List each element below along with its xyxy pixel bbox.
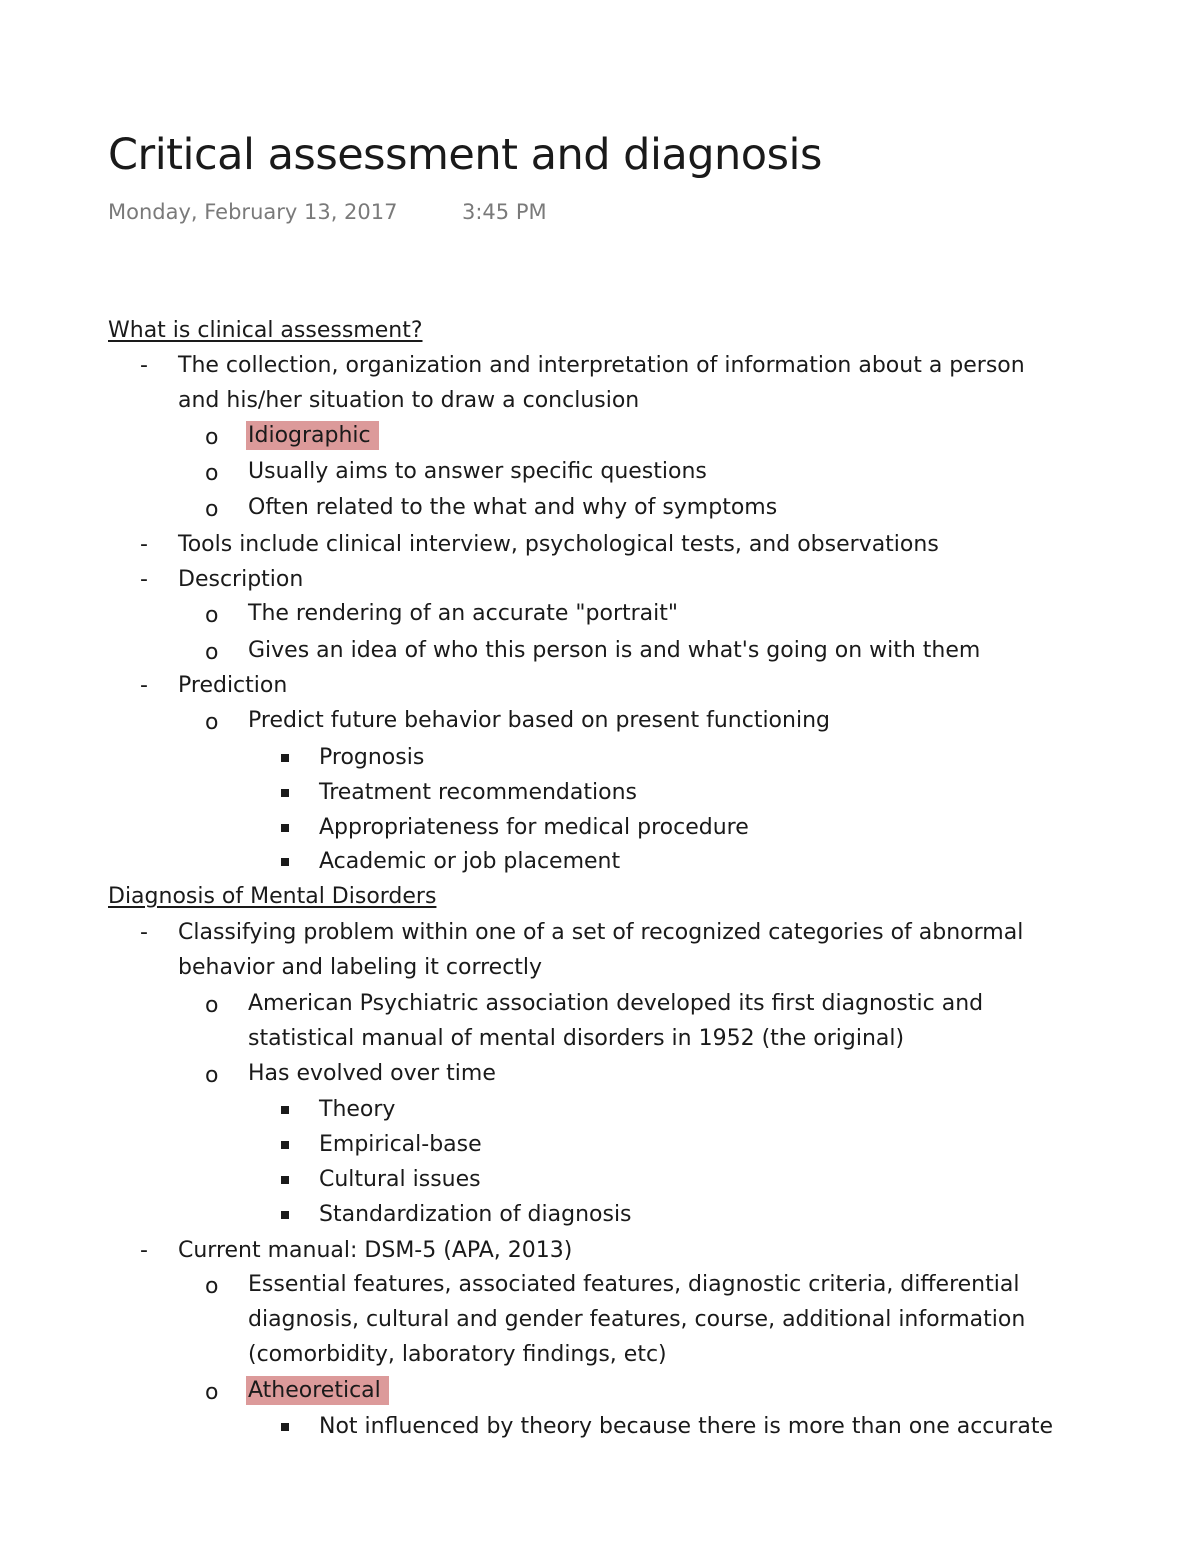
square-bullet [281, 1141, 289, 1149]
circle-bullet: o [205, 710, 219, 735]
square-bullet [281, 1423, 289, 1431]
list-item: Theory [319, 1097, 396, 1122]
list-item: Treatment recommendations [319, 780, 637, 805]
list-item: Has evolved over time [248, 1061, 496, 1086]
dash-bullet: - [140, 673, 148, 698]
list-item: Academic or job placement [319, 849, 621, 874]
dash-bullet: - [140, 532, 148, 557]
square-bullet [281, 754, 289, 762]
list-item: Prognosis [319, 745, 425, 770]
circle-bullet: o [205, 993, 219, 1018]
list-item: Often related to the what and why of symptoms [248, 495, 778, 520]
circle-bullet: o [205, 425, 219, 450]
note-date: Monday, February 13, 2017 [108, 200, 398, 224]
section-heading-assessment: What is clinical assessment? [108, 318, 423, 343]
note-time: 3:45 PM [462, 200, 547, 224]
list-item: Tools include clinical interview, psychological tests, and observations [178, 532, 939, 557]
circle-bullet: o [205, 461, 219, 486]
list-item: Predict future behavior based on present functioning [248, 708, 830, 733]
list-item: Appropriateness for medical procedure [319, 815, 749, 840]
circle-bullet: o [205, 1063, 219, 1088]
list-item: Classifying problem within one of a set of recognized categories of abnormal [178, 920, 1024, 945]
page-title: Critical assessment and diagnosis [108, 130, 822, 180]
list-item: Current manual: DSM-5 (APA, 2013) [178, 1238, 573, 1263]
square-bullet [281, 789, 289, 797]
circle-bullet: o [205, 603, 219, 628]
square-bullet [281, 1211, 289, 1219]
list-item: Gives an idea of who this person is and what's going on with them [248, 638, 981, 663]
list-item-highlighted [248, 422, 379, 450]
list-item: The rendering of an accurate "portrait" [248, 601, 679, 626]
list-item: Essential features, associated features, diagnostic criteria, differential [248, 1272, 1020, 1297]
list-item-continuation: behavior and labeling it correctly [178, 955, 543, 980]
dash-bullet: - [140, 353, 148, 378]
list-item-continuation: statistical manual of mental disorders in 1952 (the original) [248, 1026, 905, 1051]
list-item: Empirical-base [319, 1132, 482, 1157]
circle-bullet: o [205, 1380, 219, 1405]
dash-bullet: - [140, 920, 148, 945]
list-item: Cultural issues [319, 1167, 481, 1192]
list-item-continuation: (comorbidity, laboratory findings, etc) [248, 1342, 667, 1367]
circle-bullet: o [205, 497, 219, 522]
dash-bullet: - [140, 1238, 148, 1263]
list-item-continuation: diagnosis, cultural and gender features, course, additional information [248, 1307, 1026, 1332]
list-item: Description [178, 567, 304, 592]
list-item-continuation: and his/her situation to draw a conclusion [178, 388, 640, 413]
square-bullet [281, 1106, 289, 1114]
dash-bullet: - [140, 567, 148, 592]
list-item-highlighted [248, 1377, 389, 1405]
circle-bullet: o [205, 1274, 219, 1299]
circle-bullet: o [205, 640, 219, 665]
square-bullet [281, 1176, 289, 1184]
list-item: Prediction [178, 673, 288, 698]
highlighted-term: Atheoretical [246, 1376, 389, 1405]
list-item: Not influenced by theory because there is more than one accurate [319, 1414, 1054, 1439]
list-item: American Psychiatric association developed its first diagnostic and [248, 991, 984, 1016]
list-item: Standardization of diagnosis [319, 1202, 632, 1227]
list-item: The collection, organization and interpretation of information about a person [178, 353, 1025, 378]
highlighted-term: Idiographic [246, 421, 379, 450]
square-bullet [281, 858, 289, 866]
list-item: Usually aims to answer specific questions [248, 459, 707, 484]
section-heading-diagnosis: Diagnosis of Mental Disorders [108, 884, 437, 909]
square-bullet [281, 824, 289, 832]
